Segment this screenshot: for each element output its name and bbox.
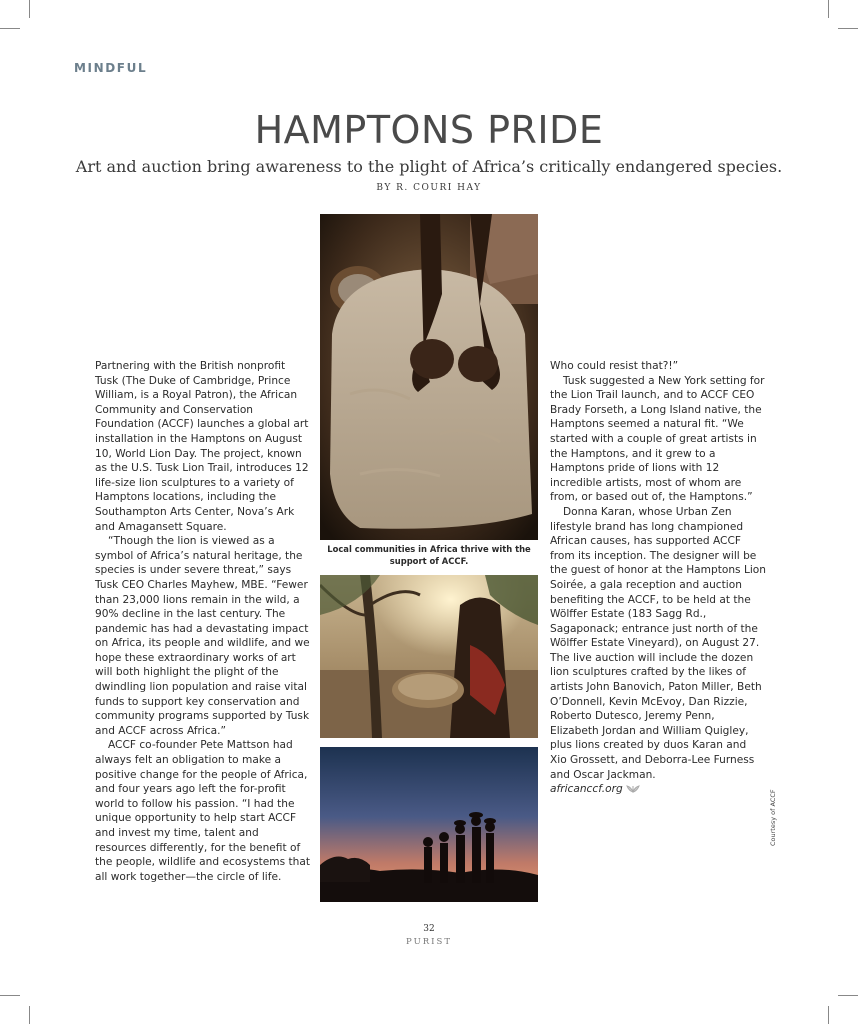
crop-mark <box>0 995 20 996</box>
photo-caption: Local communities in Africa thrive with the support of ACCF. <box>327 544 531 566</box>
paragraph: Who could resist that?!” <box>550 360 679 372</box>
crop-mark <box>29 0 30 18</box>
photo-credit: Courtesy of ACCF <box>769 789 777 846</box>
website-link[interactable]: africanccf.org <box>550 783 623 796</box>
crop-mark <box>828 1006 829 1024</box>
crop-mark <box>838 28 858 29</box>
paragraph: Partnering with the British nonprofit Tusk (The Duke of Cambridge, Prince William, is a Royal Patron), the African Community and Conservation Foundation (ACCF) launches a global art installation in the Hamptons on August 10, World Lion Day. The project, known as the U.S. Tusk Lion Trail, introduces 12 life-size lion sculptures to a variety of Hamptons locations, including the Southampton Arts Center, Nova’s Ark and Amagansett Square. <box>95 360 309 533</box>
article-title: HAMPTONS PRIDE <box>254 108 604 152</box>
page-number: 32 <box>423 924 435 934</box>
photo-grinding-grain <box>320 214 538 540</box>
paragraph: ACCF co-founder Pete Mattson had always felt an obligation to make a positive change for the people of Africa, and four years ago left the for-profit world to follow his passion. “I had the unique opportunity to help start ACCF and invest my time, talent and resources differently, for the benefit of the people, wildlife and ecosystems that all work together—the circle of life. <box>95 739 310 883</box>
crop-mark <box>828 0 829 18</box>
leaf-icon <box>626 783 640 798</box>
magazine-name: PURIST <box>406 937 452 947</box>
photo-silhouettes-at-dusk <box>320 747 538 902</box>
paragraph: “Though the lion is viewed as a symbol of Africa’s natural heritage, the species is under severe threat,” says Tusk CEO Charles Mayhew, MBE. “Fewer than 23,000 lions remain in the wild, a 90% decline in the last century. The pandemic has had a devastating impact on Africa, its people and wildlife, and we hope these extraordinary works of art will both highlight the plight of the dwindling lion population and raise vital funds to support key conservation and community programs supported by Tusk and ACCF across Africa.” <box>95 535 310 737</box>
crop-mark <box>29 1006 30 1024</box>
left-column <box>95 359 311 884</box>
article-subtitle: Art and auction bring awareness to the plight of Africa’s critically endangered species. <box>75 157 783 176</box>
right-column <box>550 359 766 798</box>
crop-mark <box>838 995 858 996</box>
section-label: MINDFUL <box>74 61 148 75</box>
article-byline: BY R. COURI HAY <box>376 183 482 193</box>
paragraph: Donna Karan, whose Urban Zen lifestyle brand has long championed African causes, has supported ACCF from its inception. The designer will be the guest of honor at the Hamptons Lion Soirée, a gala reception and auction benefiting the ACCF, to be held at the Wölffer Estate (183 Sagg Rd., Sagaponack; entrance just north of the Wölffer Estate Vineyard), on August 27. The live auction will include the dozen lion sculptures crafted by the likes of artists John Banovich, Paton Miller, Beth O’Donnell, Kevin McEvoy, Dan Rizzie, Roberto Dutesco, Jeremy Penn, Elizabeth Jordan and William Quigley, plus lions created by duos Karan and Xio Grossett, and Deborra-Lee Furness and Oscar Jackman. <box>550 505 766 781</box>
paragraph: Tusk suggested a New York setting for the Lion Trail launch, and to ACCF CEO Brady Forseth, a Long Island native, the Hamptons seemed a natural fit. “We started with a couple of great artists in the Hamptons, and it grew to a Hamptons pride of lions with 12 incredible artists, most of whom are from, or based out of, the Hamptons.” <box>550 374 765 504</box>
crop-mark <box>0 28 20 29</box>
photo-woman-with-basket <box>320 575 538 738</box>
